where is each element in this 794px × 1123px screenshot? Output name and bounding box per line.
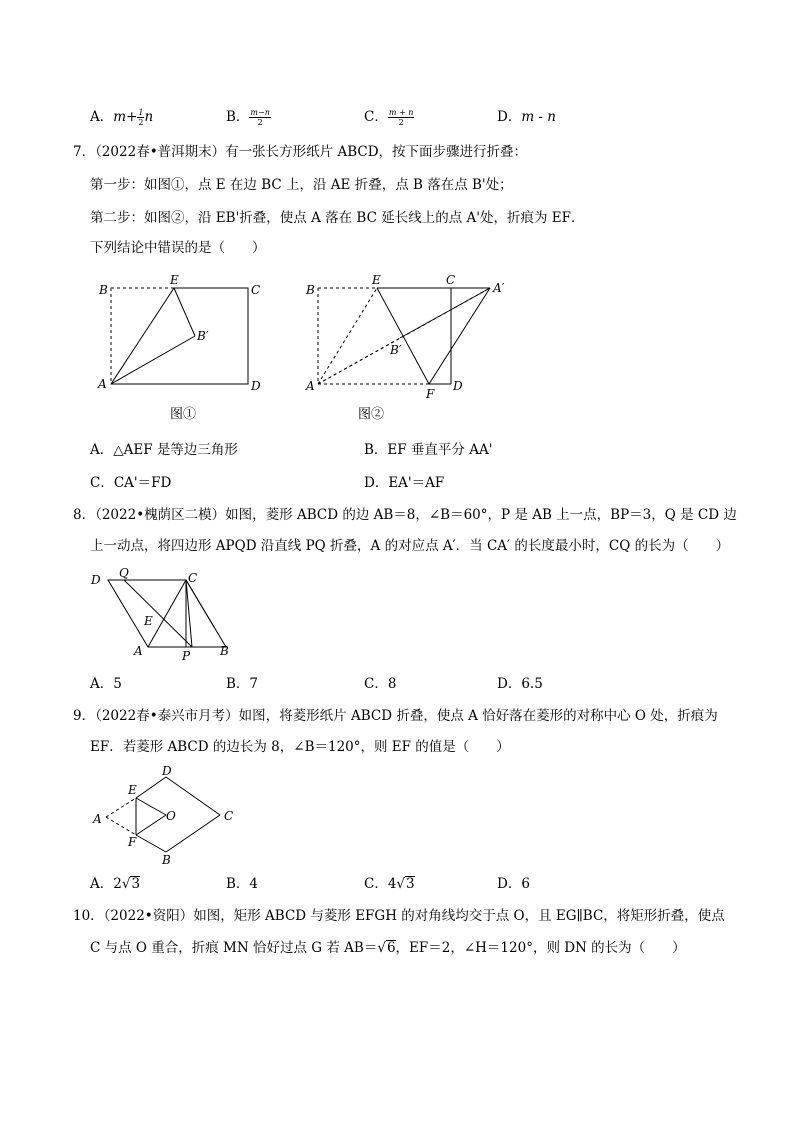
frac-num: m−n: [250, 108, 270, 117]
label-b-prime: B′: [197, 329, 209, 343]
line-eb: [174, 288, 195, 336]
option-label: C．4: [364, 876, 397, 892]
q7-option-c[interactable]: C．CA'＝FD: [90, 475, 172, 491]
label-b: B: [306, 283, 315, 297]
dashed-ab-prime: [318, 338, 400, 384]
q6-option-d[interactable]: [497, 107, 556, 127]
label-c: C: [251, 283, 261, 297]
fraction: [249, 108, 270, 127]
label-a: A: [306, 379, 315, 393]
q9-figure: [90, 765, 250, 865]
label-a: A: [98, 377, 107, 391]
q9-option-c[interactable]: [364, 874, 415, 894]
figure-caption: 图①: [170, 407, 197, 422]
q8-figure: [88, 565, 248, 663]
q10-line2-part-a: C 与点 O 重合，折痕 MN 恰好过点 G 若 AB＝: [90, 940, 378, 956]
sqrt-sign: √: [396, 876, 406, 892]
q7-figure-1: [90, 272, 270, 422]
label-e: E: [128, 783, 137, 797]
label-e: E: [144, 614, 153, 628]
line-ba: [400, 288, 490, 338]
figure-caption: 图②: [358, 407, 385, 422]
q9-option-d[interactable]: D．6: [497, 876, 530, 892]
radicand: 3: [406, 876, 415, 892]
label-b: B: [99, 283, 108, 297]
q6-option-a[interactable]: [90, 107, 153, 127]
frac-num: m + n: [388, 108, 414, 117]
label-a-prime: A′: [493, 281, 505, 295]
option-label: D．: [497, 109, 522, 125]
q7-step1: 第一步：如图①，点 E 在边 BC 上，沿 AE 折叠，点 B 落在点 B'处；: [90, 177, 513, 193]
line-cb: [186, 580, 214, 627]
line-ab: [111, 336, 195, 384]
dashed-ae: [106, 798, 136, 817]
label-e: E: [372, 273, 381, 287]
line-fa: [429, 288, 490, 384]
rect-abcd: [111, 288, 248, 384]
label-e: E: [170, 273, 179, 287]
line-ae: [111, 288, 174, 384]
line-cp2: [186, 580, 192, 647]
q7-prompt: 下列结论中错误的是（ ）: [90, 240, 266, 256]
q8-option-d[interactable]: D．6.5: [497, 676, 543, 692]
line-qp: [124, 580, 192, 647]
q9-option-b[interactable]: B．4: [226, 876, 259, 892]
label-b: B: [220, 644, 229, 658]
var-n: n: [144, 109, 154, 125]
q7-stem: 7．（2022春•普洱期末）有一张长方形纸片 ABCD，按下面步骤进行折叠：: [73, 144, 528, 160]
q6-option-c[interactable]: [364, 107, 414, 127]
plus-sign: +: [126, 109, 138, 125]
label-b-prime: B′: [390, 343, 402, 357]
option-label: A．: [90, 109, 114, 125]
label-c: C: [188, 571, 198, 585]
q7-step2: 第二步：如图②，沿 EB'折叠，使点 A 落在 BC 延长线上的点 A'处，折痕为 EF．: [90, 210, 585, 226]
label-c: C: [224, 809, 234, 823]
label-o: O: [166, 809, 176, 823]
label-d: D: [453, 379, 463, 393]
sqrt-sign: √: [121, 876, 131, 892]
frac-den: 2: [138, 118, 144, 127]
label-f: F: [128, 835, 137, 849]
option-label: A．2: [90, 876, 122, 892]
frac-den: 2: [257, 118, 263, 127]
label-b: B: [162, 853, 171, 867]
sqrt-sign: √: [377, 940, 386, 956]
label-c: C: [446, 273, 456, 287]
q7-option-b[interactable]: B．EF 垂直平分 AA': [364, 442, 493, 458]
q8-option-a[interactable]: A．5: [90, 676, 122, 692]
label-a: A: [93, 812, 102, 826]
label-p: P: [182, 649, 191, 663]
label-d: D: [162, 764, 172, 778]
label-d: D: [91, 573, 101, 587]
line-eo: [136, 798, 166, 815]
label-a: A: [134, 644, 143, 658]
label-q: Q: [119, 566, 129, 580]
q7-figure-2: [300, 272, 520, 422]
q7-option-a[interactable]: A．△AEF 是等边三角形: [90, 442, 238, 458]
q8-option-b[interactable]: B．7: [226, 676, 259, 692]
q9-option-a[interactable]: [90, 874, 140, 894]
var-m: m: [113, 109, 127, 125]
q6-option-b[interactable]: [226, 107, 271, 127]
line-fo: [136, 815, 166, 835]
q8-option-c[interactable]: C．8: [364, 676, 397, 692]
line-fb: [136, 835, 166, 852]
dashed-af: [106, 817, 136, 835]
frac-den: 2: [398, 118, 404, 127]
q8-line1: 8．（2022•槐荫区二模）如图，菱形 ABCD 的边 AB＝8，∠B＝60°，P 是 AB 上一点，BP＝3，Q 是 CD 边: [73, 507, 737, 523]
dashed-ae: [318, 288, 377, 384]
q10-line2-part-b: ，EF＝2，∠H＝120°，则 DN 的长为（ ）: [395, 940, 686, 956]
q10-line1: 10．（2022•资阳）如图，矩形 ABCD 与菱形 EFGH 的对角线均交于点 O，且 EG∥BC，将矩形折叠，使点: [73, 908, 725, 924]
line-ca: [148, 580, 186, 647]
radicand: 3: [131, 876, 141, 892]
label-d: D: [251, 379, 261, 393]
q7-option-d[interactable]: D．EA'＝AF: [364, 475, 445, 491]
option-label: B．: [226, 109, 250, 125]
q10-line2: [90, 938, 686, 958]
q9-line1: 9．（2022春•泰兴市月考）如图，将菱形纸片 ABCD 折叠，使点 A 恰好落在菱形的对称中心 O 处，折痕为: [73, 708, 718, 724]
radicand: 6: [386, 940, 396, 956]
label-f: F: [426, 387, 435, 401]
fraction: [388, 108, 415, 127]
option-label: C．: [364, 109, 388, 125]
option-text: m - n: [521, 109, 556, 125]
line-de: [136, 777, 166, 798]
frac-num: 1: [138, 108, 144, 117]
q9-line2: EF．若菱形 ABCD 的边长为 8，∠B＝120°，则 EF 的值是（ ）: [90, 739, 510, 755]
q8-line2: 上一动点，将四边形 APQD 沿直线 PQ 折叠，A 的对应点 A′．当 CA′ 的长度最小时，CQ 的长为（ ）: [90, 538, 730, 554]
